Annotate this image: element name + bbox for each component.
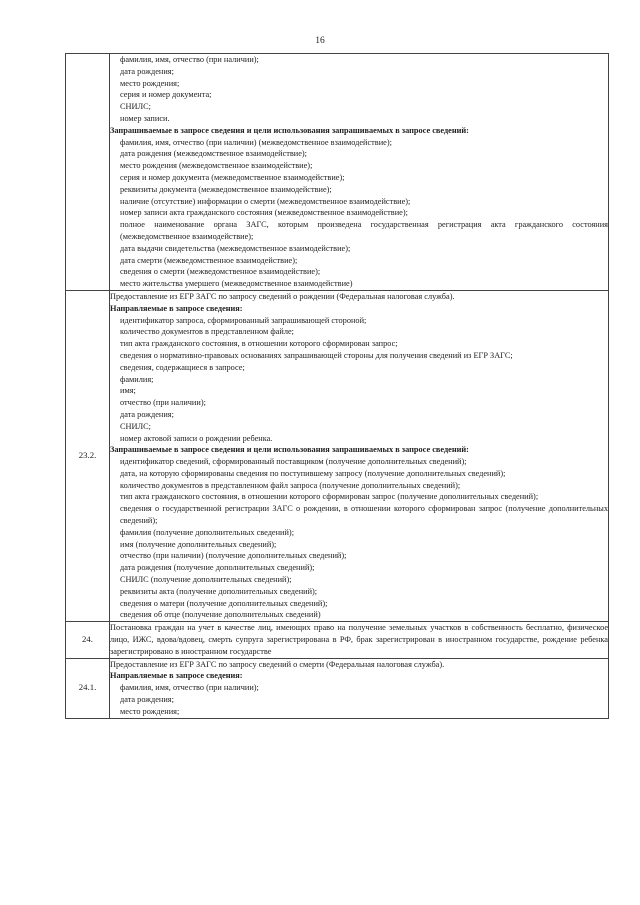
list-item: имя; bbox=[120, 386, 136, 396]
section-heading: Направляемые в запросе сведения: bbox=[110, 671, 243, 681]
list-item: сведения о матери (получение дополнительных сведений); bbox=[120, 598, 328, 608]
list-item: сведения об отце (получение дополнительных сведений) bbox=[120, 610, 321, 620]
list-item: фамилия (получение дополнительных сведений); bbox=[120, 527, 294, 537]
section-heading: Запрашиваемые в запросе сведения и цели использования запрашиваемых в запросе сведений: bbox=[110, 445, 469, 455]
list-item: фамилия, имя, отчество (при наличии) (межведомственное взаимодействие); bbox=[120, 137, 392, 147]
list-item: реквизиты документа (межведомственное взаимодействие); bbox=[120, 184, 332, 194]
list-item: серия и номер документа; bbox=[120, 90, 212, 100]
list-item: дата рождения; bbox=[120, 66, 174, 76]
list-item: номер записи акта гражданского состояния (межведомственное взаимодействие); bbox=[120, 208, 408, 218]
section-heading: Запрашиваемые в запросе сведения и цели использования запрашиваемых в запросе сведений: bbox=[110, 125, 469, 135]
list-item: имя (получение дополнительных сведений); bbox=[120, 539, 277, 549]
section-heading: Направляемые в запросе сведения: bbox=[110, 303, 243, 313]
list-item: СНИЛС; bbox=[120, 421, 151, 431]
list-item: идентификатор сведений, сформированный поставщиком (получение дополнительных сведений); bbox=[120, 457, 467, 467]
list-item: сведения о нормативно-правовых основаниях запрашивающей стороны для получения сведений из ЕГР ЗАГС; bbox=[120, 350, 513, 360]
list-item: СНИЛС (получение дополнительных сведений); bbox=[120, 575, 292, 585]
table-body bbox=[66, 54, 609, 719]
table-row bbox=[66, 622, 609, 658]
list-item: номер записи. bbox=[120, 113, 170, 123]
table-row bbox=[66, 290, 609, 621]
list-item: место жительства умершего (межведомственное взаимодействие) bbox=[120, 279, 353, 289]
list-item: сведения, содержащиеся в запросе; bbox=[120, 362, 245, 372]
row-number: 23.2. bbox=[66, 290, 110, 621]
list-item: фамилия, имя, отчество (при наличии); bbox=[120, 683, 259, 693]
list-item: отчество (при наличии); bbox=[120, 398, 206, 408]
list-item: количество документов в представленном файл запроса (получение дополнительных сведений); bbox=[120, 480, 461, 490]
list-item: дата рождения (получение дополнительных сведений); bbox=[120, 563, 315, 573]
list-item: идентификатор запроса, сформированный запрашивающей стороной; bbox=[120, 315, 367, 325]
list-item: серия и номер документа (межведомственное взаимодействие); bbox=[120, 172, 345, 182]
row-content bbox=[110, 290, 609, 621]
list-item: Постановка граждан на учет в качестве лиц, имеющих право на получение земельных участков в собственность бесплатно, физическое лицо, ИЖС, вдова/вдовец, смерть супруга зарегистрирована в РФ, брак зарегистрирован в иностранном государстве, рождение ребенка зарегистрировано в иностранном государстве bbox=[110, 623, 608, 656]
list-item: тип акта гражданского состояния, в отношении которого сформирован запрос (получение дополнительных сведений); bbox=[120, 492, 539, 502]
page-number: 16 bbox=[315, 36, 325, 46]
list-item: дата, на которую сформированы сведения по поступившему запросу (получение дополнительных сведений); bbox=[120, 468, 506, 478]
list-item: реквизиты акта (получение дополнительных сведений); bbox=[120, 586, 318, 596]
list-item: Предоставление из ЕГР ЗАГС по запросу сведений о смерти (Федеральная налоговая служба). bbox=[110, 659, 445, 669]
list-item: фамилия, имя, отчество (при наличии); bbox=[120, 55, 259, 64]
row-number: 24.1. bbox=[66, 658, 110, 718]
list-item: дата рождения; bbox=[120, 695, 174, 705]
row-content bbox=[110, 622, 609, 658]
list-item: отчество (при наличии) (получение дополнительных сведений); bbox=[120, 551, 347, 561]
list-item: место рождения; bbox=[120, 78, 180, 88]
list-item: полное наименование органа ЗАГС, которым произведена государственная регистрация акта гражданского состояния (межведомственное взаимодействие); bbox=[120, 220, 608, 241]
table-row bbox=[66, 54, 609, 291]
list-item: дата смерти (межведомственное взаимодействие); bbox=[120, 255, 298, 265]
table-row bbox=[66, 658, 609, 718]
list-item: Предоставление из ЕГР ЗАГС по запросу сведений о рождении (Федеральная налоговая служба). bbox=[110, 291, 455, 301]
row-number bbox=[66, 54, 110, 291]
list-item: наличие (отсутствие) информации о смерти (межведомственное взаимодействие); bbox=[120, 196, 411, 206]
row-content bbox=[110, 54, 609, 291]
list-item: фамилия; bbox=[120, 374, 154, 384]
list-item: сведения о государственной регистрации ЗАГС о рождении, в отношении которого сформирован запрос (получение дополнительных сведений); bbox=[120, 504, 608, 526]
list-item: место рождения; bbox=[120, 706, 180, 716]
list-item: место рождения (межведомственное взаимодействие); bbox=[120, 161, 313, 171]
row-content bbox=[110, 658, 609, 718]
list-item: количество документов в представленном файле; bbox=[120, 327, 294, 337]
list-item: дата выдачи свидетельства (межведомственное взаимодействие); bbox=[120, 243, 351, 253]
list-item: дата рождения; bbox=[120, 409, 174, 419]
list-item: номер актовой записи о рождении ребенка. bbox=[120, 433, 273, 443]
content-table bbox=[65, 53, 609, 719]
list-item: сведения о смерти (межведомственное взаимодействие); bbox=[120, 267, 321, 277]
list-item: тип акта гражданского состояния, в отношении которого сформирован запрос; bbox=[120, 339, 398, 349]
list-item: дата рождения (межведомственное взаимодействие); bbox=[120, 149, 307, 159]
row-number: 24. bbox=[66, 622, 110, 658]
list-item: СНИЛС; bbox=[120, 102, 151, 112]
